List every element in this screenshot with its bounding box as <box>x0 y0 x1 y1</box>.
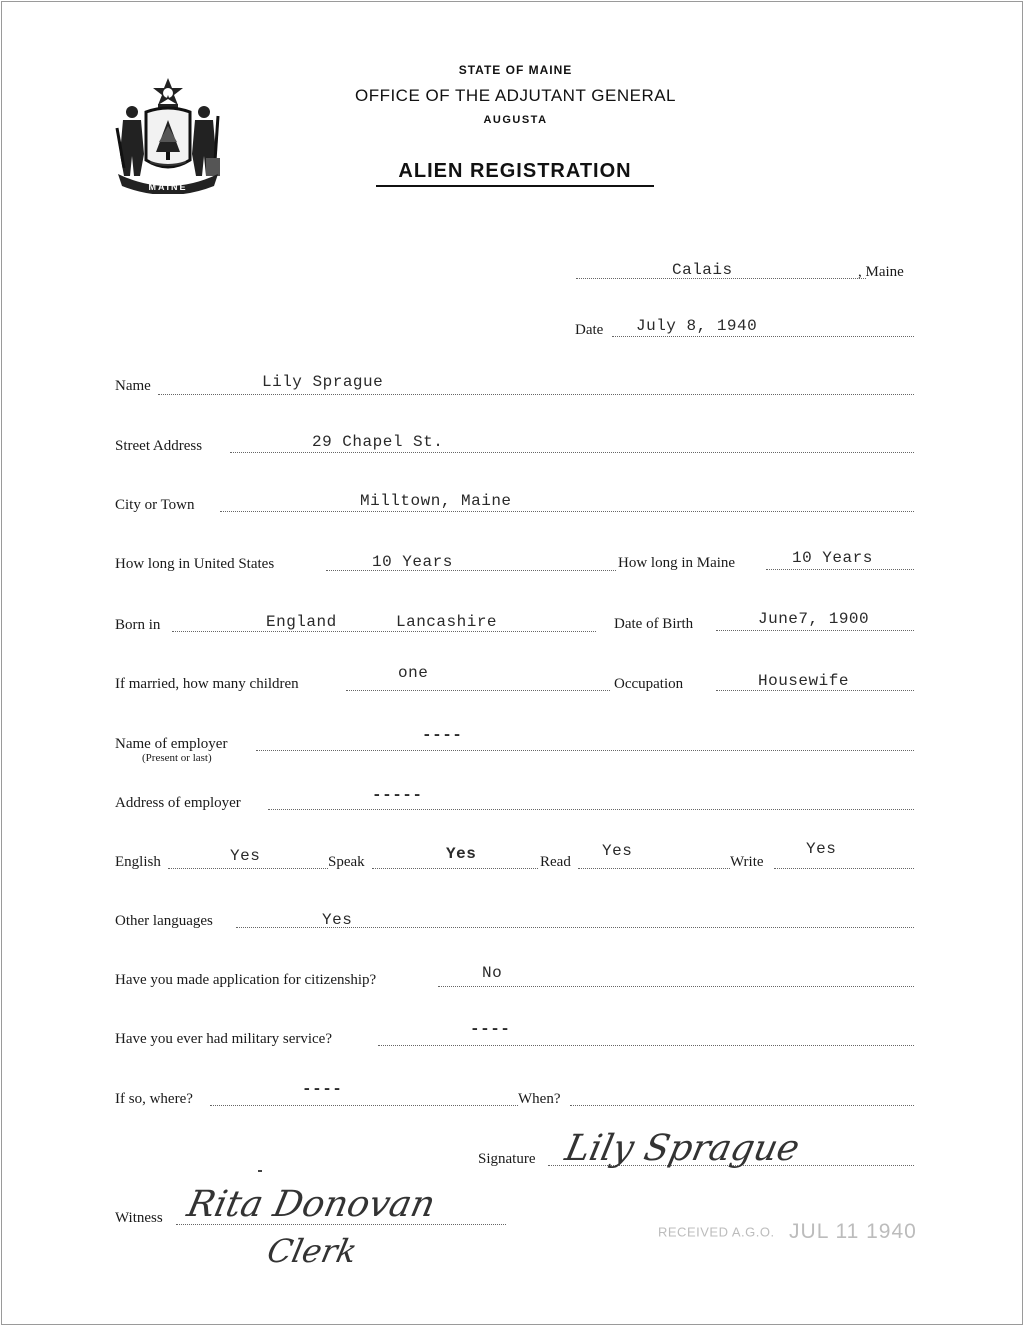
page-title: ALIEN REGISTRATION <box>376 160 654 187</box>
where-value: ---- <box>302 1080 343 1098</box>
header-state: STATE OF MAINE <box>458 63 573 77</box>
occupation-line <box>716 690 914 691</box>
children-value: one <box>398 664 429 682</box>
citizenship-label: Have you made application for citizenship? <box>115 972 377 988</box>
born-label: Born in <box>115 617 161 633</box>
occupation-value: Housewife <box>758 672 849 690</box>
header-city: AUGUSTA <box>483 114 548 126</box>
employer-label: Name of employer <box>115 736 228 752</box>
city-line <box>220 511 914 512</box>
english-label: English <box>115 854 161 870</box>
date-value: July 8, 1940 <box>636 317 758 335</box>
witness-label: Witness <box>115 1210 163 1226</box>
location-value: Calais <box>672 261 733 279</box>
military-value: ---- <box>470 1020 511 1038</box>
born-line <box>172 631 596 632</box>
city-label: City or Town <box>115 497 195 513</box>
dob-value: June7, 1900 <box>758 610 870 628</box>
seal-text: MAINE <box>148 182 188 192</box>
received-stamp-date: JUL 11 1940 <box>789 1220 917 1243</box>
received-stamp <box>658 1220 917 1244</box>
employer-value: ---- <box>422 726 463 744</box>
signature-value: Lily Sprague <box>561 1128 803 1169</box>
military-label: Have you ever had military service? <box>115 1031 332 1047</box>
read-label: Read <box>540 854 571 870</box>
dob-line <box>716 630 914 631</box>
ink-mark <box>258 1170 262 1172</box>
name-label: Name <box>115 378 151 394</box>
read-value: Yes <box>602 842 633 860</box>
city-value: Milltown, Maine <box>360 492 512 510</box>
location-suffix: , Maine <box>858 264 904 280</box>
born-county-value: Lancashire <box>396 613 498 631</box>
where-line <box>210 1105 518 1106</box>
received-stamp-text: RECEIVED A.G.O. <box>658 1224 775 1240</box>
born-country-value: England <box>266 613 337 631</box>
street-label: Street Address <box>115 438 203 454</box>
date-label: Date <box>575 322 604 338</box>
other-languages-label: Other languages <box>115 913 213 929</box>
speak-label: Speak <box>328 854 365 870</box>
street-value: 29 Chapel St. <box>312 433 444 451</box>
header-office: OFFICE OF THE ADJUTANT GENERAL <box>354 86 677 105</box>
name-value: Lily Sprague <box>262 373 384 391</box>
speak-value: Yes <box>446 845 477 863</box>
maine-duration-label: How long in Maine <box>618 555 736 571</box>
occupation-label: Occupation <box>614 676 684 692</box>
employer-sublabel: (Present or last) <box>142 752 212 764</box>
when-label: When? <box>518 1091 561 1107</box>
children-line <box>346 690 610 691</box>
maine-duration-line <box>766 569 914 570</box>
when-line <box>570 1105 914 1106</box>
other-languages-value: Yes <box>322 911 353 929</box>
where-label: If so, where? <box>115 1091 193 1107</box>
speak-line <box>372 868 538 869</box>
write-label: Write <box>730 854 764 870</box>
name-line <box>158 394 914 395</box>
english-value: Yes <box>230 847 261 865</box>
employer-address-value: ----- <box>372 786 423 804</box>
military-line <box>378 1045 914 1046</box>
citizenship-line <box>438 986 914 987</box>
us-duration-value: 10 Years <box>372 553 453 571</box>
write-value: Yes <box>806 840 837 858</box>
us-duration-label: How long in United States <box>115 556 275 572</box>
children-label: If married, how many children <box>115 676 299 692</box>
witness-signature: Rita Donovan <box>183 1184 439 1225</box>
employer-line <box>256 750 914 751</box>
us-duration-line <box>326 570 616 571</box>
street-line <box>230 452 914 453</box>
write-line <box>774 868 914 869</box>
maine-duration-value: 10 Years <box>792 549 873 567</box>
employer-address-line <box>268 809 914 810</box>
read-line <box>578 868 730 869</box>
employer-address-label: Address of employer <box>115 795 241 811</box>
english-line <box>168 868 328 869</box>
date-line <box>612 336 914 337</box>
document-frame <box>1 1 1023 1325</box>
witness-title: Clerk <box>263 1232 361 1270</box>
signature-label: Signature <box>478 1151 536 1167</box>
dob-label: Date of Birth <box>614 616 694 632</box>
citizenship-value: No <box>482 964 503 982</box>
